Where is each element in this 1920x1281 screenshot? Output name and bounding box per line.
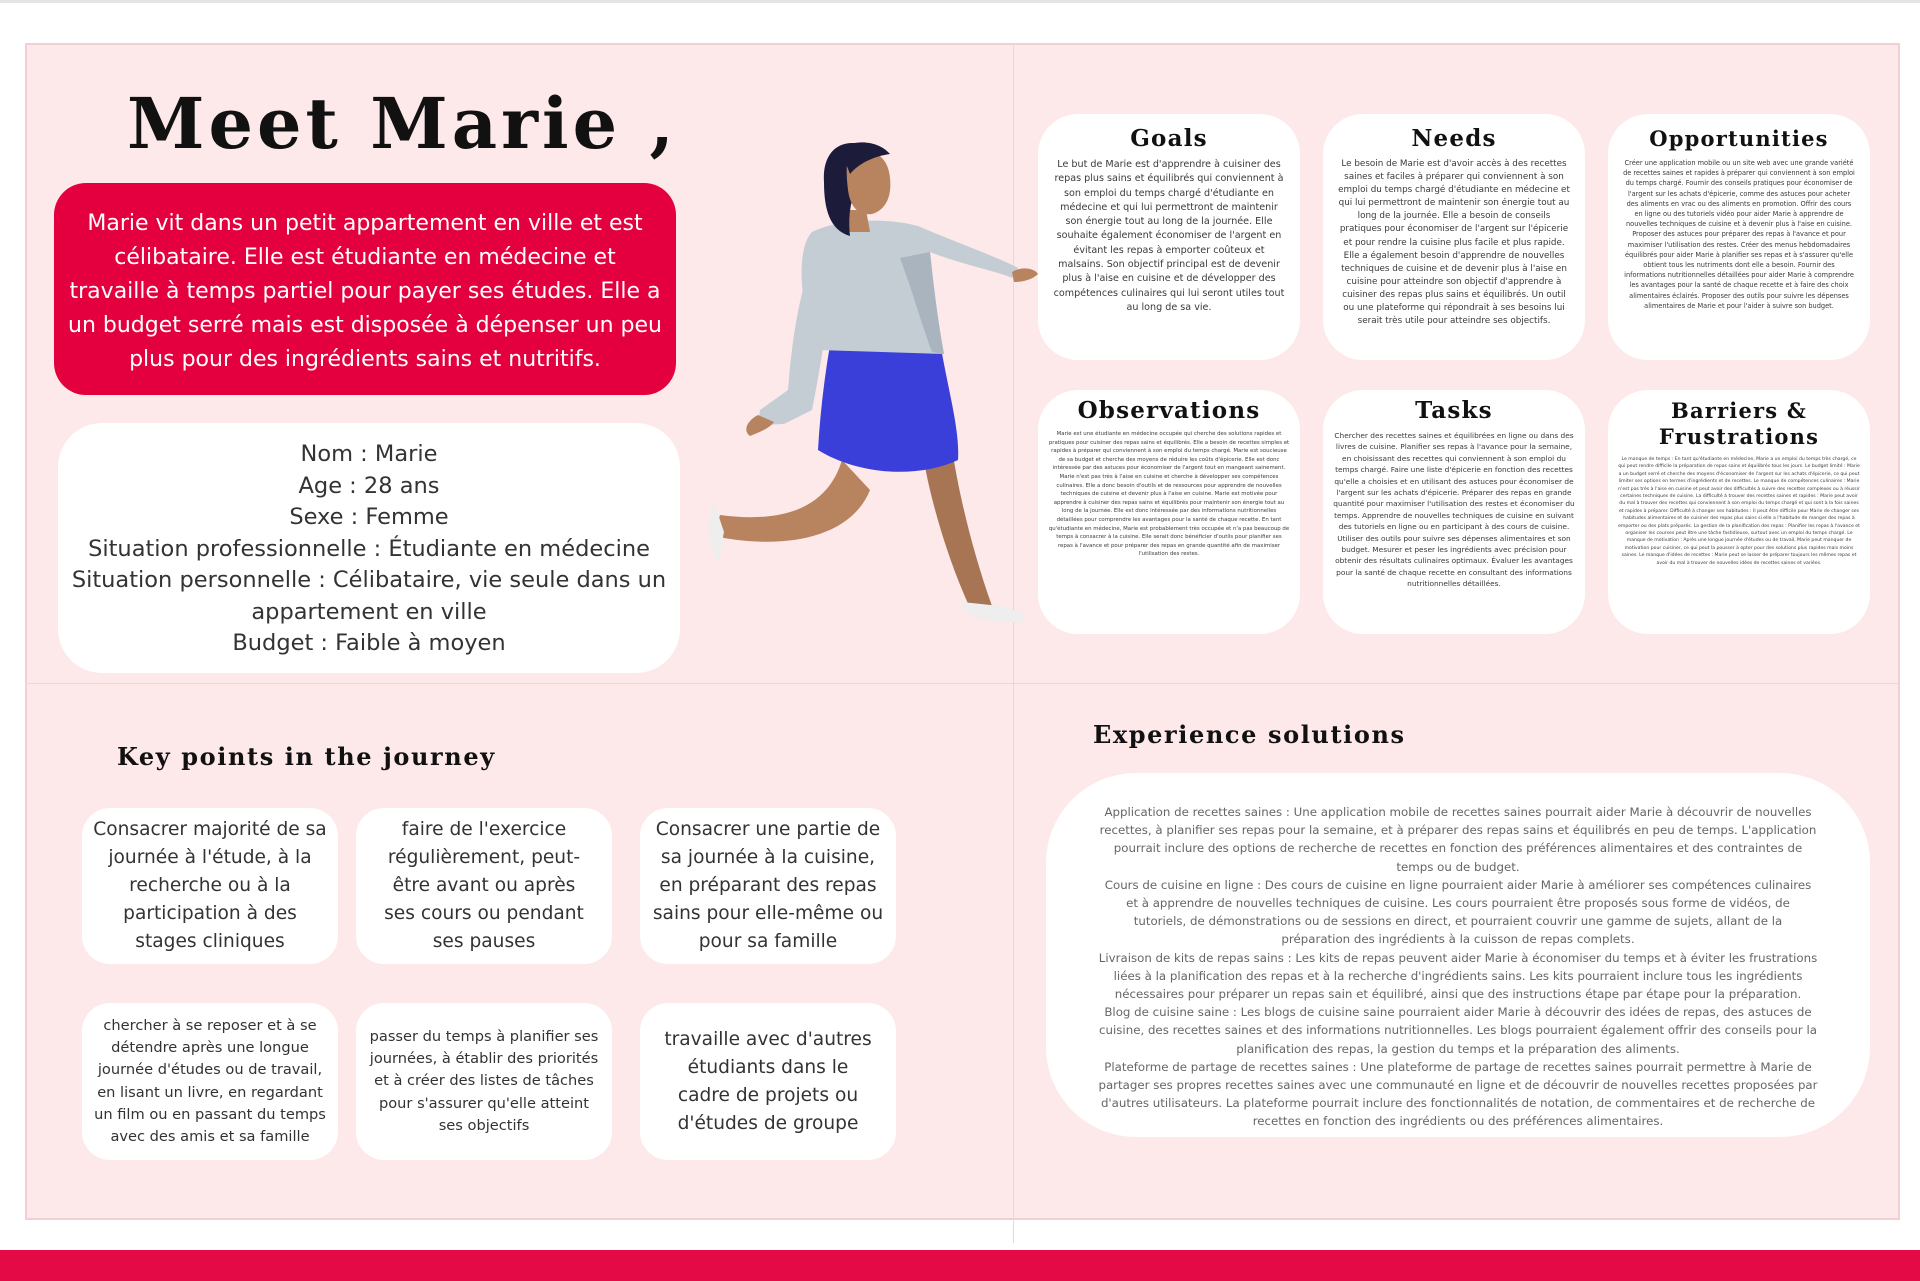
back-shoe [710, 502, 724, 562]
profile-budget: Budget : Faible à moyen [232, 630, 506, 656]
skirt [818, 342, 958, 472]
page-title: Meet Marie , [127, 82, 678, 165]
experience-paragraph: Plateforme de partage de recettes saines : Une plateforme de partage de recettes saines pourrait permettre à Marie de partager ses propres recettes saines avec une communauté en ligne et de découvrir de nouvelles recettes proposées par d'autres utilisateurs. La plateforme pourrait inclure des fonctionnalités de notation, de commentaires et de recherche de recettes en fonction des ingrédients ou des préférences alimentaires. [1098, 1059, 1818, 1129]
observations-title: Observations [1077, 397, 1261, 424]
tasks-text: Chercher des recettes saines et équilibrées en ligne ou dans des livres de cuisine. Planifier ses repas à l'avance pour la semaine, en choisissant des recettes qui conviennent à son emploi du temps chargé. Faire une liste d'épicerie en fonction des recettes qu'elle a choisies et en utilisant des astuces pour économiser de l'argent sur les achats d'épicerie. Préparer des repas en grande quantité pour maximiser l'utilisation des restes et économiser du temps. Apprendre de nouvelles techniques de cuisine en suivant des tutoriels en ligne ou en participant à des cours de cuisine. Utiliser des outils pour suivre ses dépenses alimentaires et son budget. Mesurer et peser les ingrédients avec précision pour obtenir des résultats culinaires optimaux. Évaluer les avantages pour la santé de chaque recette en consultant des informations nutritionnelles détaillées. [1333, 431, 1575, 589]
needs-card [1323, 114, 1585, 360]
journey-item [640, 1003, 896, 1160]
opportunities-card [1608, 114, 1870, 360]
journey-item-text: faire de l'exercice régulièrement, peut-être avant ou après ses cours ou pendant ses pauses [384, 819, 584, 952]
running-woman-illustration [700, 140, 1040, 640]
bottom-accent-bar [0, 1250, 1920, 1281]
journey-item [82, 808, 338, 964]
profile-situation: Situation personnelle : Célibataire, vie seule dans un appartement en ville [71, 567, 667, 625]
profile-occupation: Situation professionnelle : Étudiante en médecine [88, 535, 650, 562]
profile-sex: Sexe : Femme [289, 504, 449, 530]
top [802, 221, 1018, 354]
journey-item-text: passer du temps à planifier ses journées, à établir des priorités et à créer des listes de tâches pour s'assurer qu'elle atteint ses objectifs [369, 1027, 599, 1134]
intro-panel: Marie vit dans un petit appartement en ville et est célibataire. Elle est étudiante en médecine et travaille à temps partiel pour payer ses études. Elle a un budget serré mais est disposée à dépenser un peu plus pour des ingrédients sains et nutritifs. [54, 183, 676, 395]
barriers-card [1608, 390, 1870, 634]
journey-item-text: travaille avec d'autres étudiants dans le cadre de projets ou d'études de groupe [664, 1028, 872, 1134]
journey-item [82, 1003, 338, 1160]
journey-heading: Key points in the journey [117, 742, 496, 771]
tasks-card [1323, 390, 1585, 634]
needs-title: Needs [1411, 125, 1497, 152]
barriers-text: Le manque de temps : En tant qu'étudiante en médecine, Marie a un emploi du temps très chargé, ce qui peut rendre difficile la préparation de repas sains et équilibrés tous les jours. Le budget limité : Marie a un budget serré et cherche des moyens d'économiser de l'argent sur les achats d'épicerie, ce qui peut limiter ses options en termes d'ingrédients et de recettes. Le manque de compétences culinaires : Marie n'est pas très à l'aise en cuisine et peut avoir des difficultés à suivre des recettes complexes ou à réussir certaines techniques de cuisine. La difficulté à trouver des recettes saines et rapides : Marie peut avoir du mal à trouver des recettes qui conviennent à son emploi du temps chargé et qui sont à la fois saines et rapides à préparer. Difficulté à changer ses habitudes : Il peut être difficile pour Marie de changer ses habitudes alimentaires et de cuisiner des repas plus sains si elle a l'habitude de manger des repas à emporter ou des plats préparés. La gestion de la planification des repas : Planifier les repas à l'avance et organiser les courses peut être une tâche fastidieuse, surtout avec un emploi du temps chargé. Le manque de motivation : Après une longue journée d'études ou de travail, Marie peut manquer de motivation pour cuisiner, ce qui peut la pousser à opter pour des solutions plus rapides mais moins saines. Le manque d'idées de recettes : Marie peut se lasser de préparer toujours les mêmes repas et avoir du mal à trouver de nouvelles idées de recettes saines et variées. [1618, 457, 1860, 566]
journey-item-text: Consacrer majorité de sa journée à l'étude, à la recherche ou à la participation à des stages cliniques [93, 819, 327, 952]
opportunities-title: Opportunities [1649, 126, 1829, 151]
experience-paragraph: Application de recettes saines : Une application mobile de recettes saines pourrait aider Marie à découvrir de nouvelles recettes, à planifier ses repas pour la semaine, et à préparer des repas sains et équilibrés en peu de temps. L'application pourrait inclure des options de recherche de recettes en fonction des préférences alimentaires et des contraintes de temps ou de budget. [1099, 805, 1817, 874]
front-leg [922, 448, 992, 608]
opportunities-text: Créer une application mobile ou un site web avec une grande variété de recettes saines et rapides à préparer qui conviennent à son emploi du temps chargé. Fournir des conseils pratiques pour économiser de l'argent sur les achats d'épicerie, comme des astuces pour acheter des aliments en vrac ou des aliments en promotion. Offrir des cours en ligne ou des tutoriels vidéo pour aider Marie à apprendre de nouvelles techniques de cuisine et à devenir plus à l'aise en cuisine. Proposer des astuces pour préparer des repas à l'avance et pour maximiser l'utilisation des restes. Créer des menus hebdomadaires équilibrés pour aider Marie à planifier ses repas et à s'assurer qu'elle obtient tous les nutriments dont elle a besoin. Fournir des informations nutritionnelles détaillées pour aider Marie à comprendre les avantages pour la santé de chaque recette et à faire des choix alimentaires éclairés. Proposer des outils pour suivre les dépenses alimentaires de Marie et pour l'aider à suivre son budget. [1623, 159, 1855, 310]
profile-panel [58, 423, 680, 673]
journey-item [356, 1003, 612, 1160]
front-shoe [962, 602, 1026, 622]
experience-paragraph: Cours de cuisine en ligne : Des cours de cuisine en ligne pourraient aider Marie à améliorer ses compétences culinaires et à apprendre de nouvelles techniques de cuisine. Les cours pourraient être proposés sous forme de vidéos, de tutoriels, de démonstrations ou de sessions en direct, et pourraient couvrir une gamme de sujets, allant de la préparation des ingrédients à la cuisson de repas complets. [1104, 877, 1812, 947]
profile-age: Age : 28 ans [298, 472, 440, 499]
needs-text: Le besoin de Marie est d'avoir accès à des recettes saines et faciles à préparer qui conviennent à son emploi du temps chargé d'étudiante en médecine et qui lui permettront de maintenir son énergie tout au long de la journée. Elle a besoin de conseils pratiques pour économiser de l'argent sur l'épicerie et pour rendre la cuisine plus facile et plus rapide. Elle a également besoin d'apprendre de nouvelles techniques de cuisine et de devenir plus à l'aise en cuisine pour atteindre son objectif d'apprendre à cuisiner des repas plus sains et équilibrés. Un outil ou une plateforme qui répondrait à ses besoins lui serait très utile pour atteindre ses objectifs. [1338, 159, 1570, 327]
profile-name: Nom : Marie [300, 441, 438, 467]
observations-text: Marie est une étudiante en médecine occupée qui cherche des solutions rapides et pratiques pour cuisiner des repas sains et équilibrés. Elle a besoin de recettes simples et rapides à préparer qui conviennent à son emploi du temps chargé. Marie est soucieuse de sa budget et cherche des moyens de réduire les coûts d'épicerie. Elle est donc intéressée par des astuces pour économiser de l'argent tout en mangeant sainement. Marie n'est pas très à l'aise en cuisine et cherche à développer ses compétences culinaires. Elle a donc besoin d'outils et de ressources pour apprendre de nouvelles techniques de cuisine et devenir plus à l'aise en cuisine. Marie est motivée pour apprendre à cuisiner des repas sains et équilibrés pour maintenir son énergie tout au long de la journée. Elle est donc intéressée par des informations nutritionnelles détaillées pour comprendre les avantages pour la santé de chaque recette. En tant qu'étudiante en médecine, Marie est probablement très occupée et n'a pas beaucoup de temps à consacrer à la cuisine. Elle serait donc bénéficier d'outils pour planifier ses repas à l'avance et pour préparer des repas en grande quantité afin de maximiser l'utilisation des restes. [1048, 431, 1290, 558]
top-border [0, 0, 1920, 3]
experience-panel [1046, 773, 1870, 1137]
back-leg [714, 460, 870, 542]
experience-heading: Experience solutions [1093, 720, 1406, 749]
journey-item-text: Consacrer une partie de sa journée à la cuisine, en préparant des repas sains pour elle-même ou pour sa famille [652, 819, 884, 952]
journey-item [640, 808, 896, 964]
journey-item-text: chercher à se reposer et à se détendre après une longue journée d'études ou de travail, en lisant un livre, en regardant un film ou en passant du temps avec des amis et sa famille [94, 1016, 326, 1145]
experience-paragraph: Blog de cuisine saine : Les blogs de cuisine saine pourraient aider Marie à découvrir des idées de repas, des astuces de cuisine, des recettes saines et des informations nutritionnelles. Les blogs pourraient également offrir des conseils pour la planification des repas, la gestion du temps et la préparation des aliments. [1099, 1005, 1817, 1056]
journey-item [356, 808, 612, 964]
goals-title: Goals [1130, 125, 1208, 152]
goals-text: Le but de Marie est d'apprendre à cuisiner des repas plus sains et équilibrés qui conviennent à son emploi du temps chargé d'étudiante en médecine et qui lui permettront de maintenir son énergie tout au long de la journée. Elle souhaite également économiser de l'argent en évitant les repas à emporter coûteux et malsains. Son objectif principal est de devenir plus à l'aise en cuisine et de développer des compétences culinaires qui lui seront utiles tout au long de sa vie. [1053, 159, 1285, 313]
goals-card [1038, 114, 1300, 360]
experience-paragraph: Livraison de kits de repas sains : Les kits de repas peuvent aider Marie à économiser du temps et à éviter les frustrations liées à la planification des repas et à la recherche d'ingrédients sains. Les kits pourraient inclure tous les ingrédients nécessaires pour préparer un repas sain et équilibré, ainsi que des instructions étape par étape pour la préparation. [1098, 950, 1818, 1002]
board-divider-horizontal [25, 683, 1900, 684]
observations-card [1038, 390, 1300, 634]
front-hand [1012, 268, 1038, 282]
barriers-title: Barriers & Frustrations [1658, 398, 1820, 449]
tasks-title: Tasks [1415, 397, 1493, 424]
